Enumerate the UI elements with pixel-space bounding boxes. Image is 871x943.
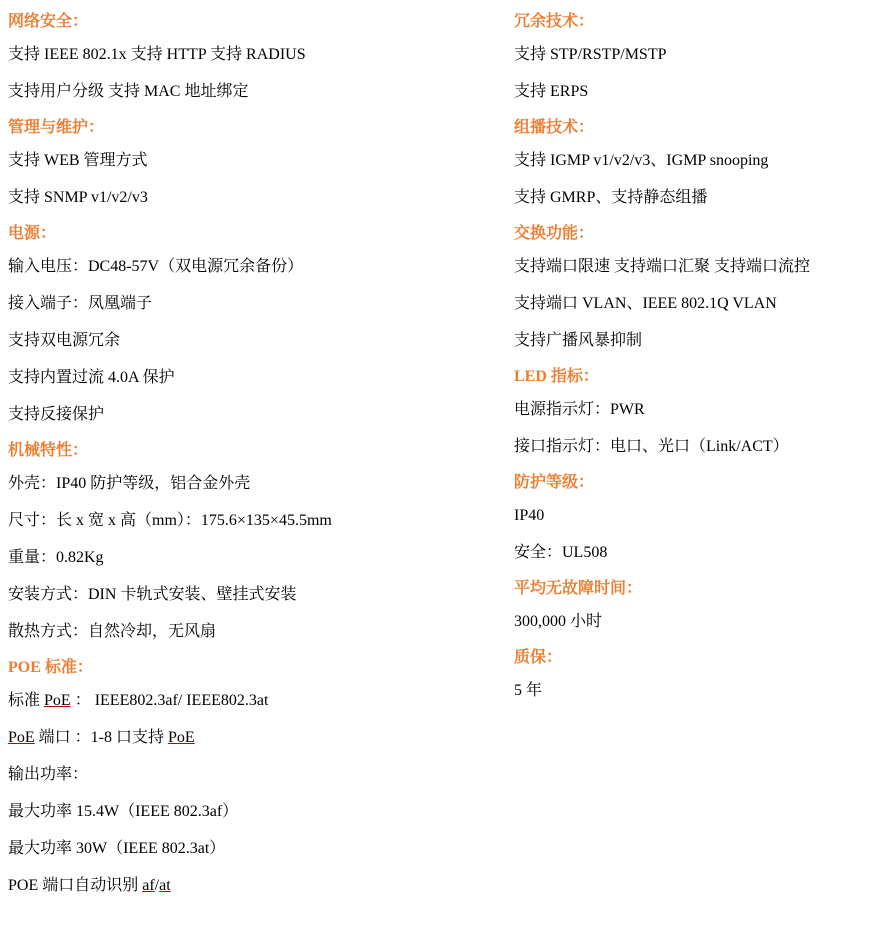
section-line: 散热方式：自然冷却，无风扇 bbox=[8, 623, 217, 640]
section-line: 支持 SNMP v1/v2/v3 bbox=[8, 189, 148, 206]
section-line: 支持 IGMP v1/v2/v3、IGMP snooping bbox=[514, 152, 769, 169]
section-protection-level bbox=[514, 469, 871, 571]
section-title: 电源： bbox=[8, 225, 57, 242]
section-poe-standard bbox=[8, 654, 508, 904]
section-line: 支持广播风暴抑制 bbox=[514, 332, 643, 349]
section-led bbox=[514, 363, 871, 465]
section-line: 标准 PoE ： IEEE802.3af/ IEEE802.3at bbox=[8, 692, 269, 709]
section-line: PoE 端口 ：1-8 口支持 PoE bbox=[8, 729, 195, 746]
section-line: 支持用户分级 支持 MAC 地址绑定 bbox=[8, 83, 249, 100]
section-line: 支持双电源冗余 bbox=[8, 332, 121, 349]
section-line: 支持 GMRP、支持静态组播 bbox=[514, 189, 708, 206]
section-line: 支持端口限速 支持端口汇聚 支持端口流控 bbox=[514, 258, 811, 275]
spellcheck-underline: PoE bbox=[44, 692, 71, 709]
section-title: 管理与维护： bbox=[8, 119, 105, 136]
section-line: 支持 STP/RSTP/MSTP bbox=[514, 46, 667, 63]
section-line: 支持反接保护 bbox=[8, 406, 105, 423]
section-line: 外壳：IP40 防护等级，铝合金外壳 bbox=[8, 475, 251, 492]
section-multicast bbox=[514, 114, 871, 216]
section-line: 安装方式：DIN 卡轨式安装、壁挂式安装 bbox=[8, 586, 297, 603]
section-line: 重量：0.82Kg bbox=[8, 549, 104, 566]
section-title: 质保： bbox=[514, 649, 563, 666]
section-line: 支持端口 VLAN、IEEE 802.1Q VLAN bbox=[514, 295, 777, 312]
section-management-maintenance bbox=[8, 114, 508, 216]
section-line: 电源指示灯：PWR bbox=[514, 401, 645, 418]
right-column bbox=[508, 0, 871, 711]
section-line: 最大功率 30W（IEEE 802.3at） bbox=[8, 840, 226, 857]
section-title: POE 标准： bbox=[8, 659, 93, 676]
section-title: 平均无故障时间： bbox=[514, 580, 643, 597]
spellcheck-underline: PoE bbox=[168, 729, 195, 746]
section-line: POE 端口自动识别 af/at bbox=[8, 877, 171, 894]
section-line: 输出功率： bbox=[8, 766, 89, 783]
section-title: 防护等级： bbox=[514, 474, 595, 491]
spellcheck-underline: at bbox=[159, 877, 171, 894]
section-line: 支持 WEB 管理方式 bbox=[8, 152, 148, 169]
section-line: 300,000 小时 bbox=[514, 613, 603, 630]
section-switching bbox=[514, 220, 871, 359]
section-line: 最大功率 15.4W（IEEE 802.3af） bbox=[8, 803, 239, 820]
section-line: 支持内置过流 4.0A 保护 bbox=[8, 369, 175, 386]
section-title: 机械特性： bbox=[8, 442, 89, 459]
section-title: 网络安全： bbox=[8, 13, 89, 30]
section-line: 支持 IEEE 802.1x 支持 HTTP 支持 RADIUS bbox=[8, 46, 306, 63]
section-title: 冗余技术： bbox=[514, 13, 595, 30]
section-line: 5 年 bbox=[514, 682, 543, 699]
section-redundancy bbox=[514, 8, 871, 110]
section-line: 输入电压：DC48-57V（双电源冗余备份） bbox=[8, 258, 304, 275]
section-title: 交换功能： bbox=[514, 225, 595, 242]
section-mechanical bbox=[8, 437, 508, 650]
spellcheck-underline: PoE bbox=[8, 729, 35, 746]
section-title: LED 指标： bbox=[514, 368, 599, 385]
section-title: 组播技术： bbox=[514, 119, 595, 136]
spellcheck-underline: af bbox=[142, 877, 155, 894]
section-warranty bbox=[514, 644, 871, 709]
section-line: 支持 ERPS bbox=[514, 83, 589, 100]
section-network-security bbox=[8, 8, 508, 110]
section-power bbox=[8, 220, 508, 433]
section-line: 尺寸：长 x 宽 x 高（mm）：175.6×135×45.5mm bbox=[8, 512, 332, 529]
section-line: 安全：UL508 bbox=[514, 544, 608, 561]
section-line: 接口指示灯：电口、光口（Link/ACT） bbox=[514, 438, 789, 455]
section-mtbf bbox=[514, 575, 871, 640]
section-line: 接入端子：凤凰端子 bbox=[8, 295, 153, 312]
section-line: IP40 bbox=[514, 507, 545, 524]
